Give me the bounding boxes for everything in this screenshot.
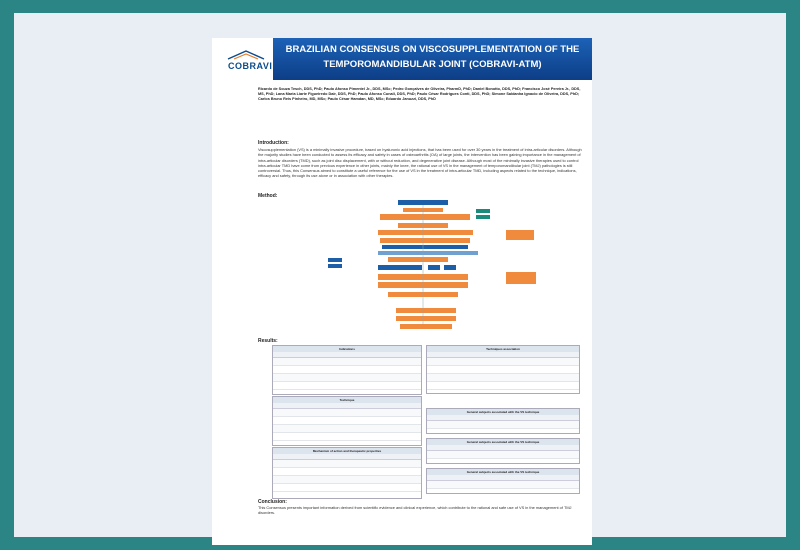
table-title: General subjects associated with the VS technique (427, 439, 579, 445)
title-line-2: TEMPOROMANDIBULAR JOINT (COBRAVI-ATM) (323, 59, 542, 70)
method-flowchart (258, 200, 586, 334)
table-title: Techniques association (427, 346, 579, 352)
title-banner (273, 38, 592, 80)
table-title: Mechanism of action and therapeutic properties (273, 448, 421, 454)
table-title: General subjects associated with the VS technique (427, 409, 579, 415)
table-techniques-association (426, 345, 580, 394)
table-indications (272, 345, 422, 395)
logo-text: COBRAVI (228, 61, 273, 71)
table-general-subjects-3 (426, 468, 580, 494)
cobravi-logo (226, 50, 273, 72)
conclusion-heading: Conclusion: (258, 499, 287, 505)
logo-mark-icon (226, 50, 266, 60)
authors: Ricardo de Souza Tesch, DDS, PhD; Paulo Afonso Pimentel Jr., DDS, MSc; Pedro Gonçalves de Oliveira, PharmD, PhD; Daniel Bonotto, DDS, PhD; Francisco José Pereira Jr., DDS, MS, PhD; Lana Maria Liarte Figueiredo Dair, DDS, PhD; Paulo Afonso Cunali, DDS, PhD; Paulo César Rodrigues Conti, DDS, PhD; Simone Saldanha Ignacio de Oliveira, DDS, PhD; Carlos Bruno Reis Pinheiro, MD, MSc; Paulo César Hamdan, MD, MSc; Eduardo Januzzi, DDS, PhD (258, 87, 581, 101)
table-general-subjects-2 (426, 438, 580, 464)
table-technique (272, 396, 422, 446)
introduction-heading: Introduction: (258, 140, 289, 146)
title-line-1: BRAZILIAN CONSENSUS ON VISCOSUPPLEMENTATION OF THE (285, 44, 580, 55)
conclusion-text: This Consensus presents important information derived from scientific evidence and clinical experience, which contribute to the rational and safe use of VS in the management of TMJ disorders. (258, 505, 572, 516)
table-title: General subjects associated with the VS technique (427, 469, 579, 475)
table-title: Technique (273, 397, 421, 403)
table-title: Indications (273, 346, 421, 352)
results-heading: Results: (258, 338, 278, 344)
table-mechanism (272, 447, 422, 499)
method-heading: Method: (258, 193, 278, 199)
introduction-text: Viscosupplementation (VS) is a minimally invasive procedure, based on hyaluronic acid injections, that has been used for over 30 years in the treatment of intra-articular disorders. Although the majority studies have been conducted to assess its efficacy and safety in cases of osteoarthritis (OA) of large joints, the intervention has been gaining importance in the management of intra-articular disorders (TMD), such as joint disc displacement, with or without reduction, and degenerative joint disease. Although most of the minimally invasive therapies used to control intra-articular TMD have come from previous experience in other joints, mainly the knee, the rational use of VS in the management of temporomandibular joint (TMJ) pathologies is still controversial. Thus, this Consensus aimed to constitute a useful reference for the use of VS in the treatment of intra-articular TMD, including aspects related to the technique, indications, efficacy and safety, through its use alone or in association with other therapies. (258, 147, 582, 179)
table-general-subjects-1 (426, 408, 580, 434)
